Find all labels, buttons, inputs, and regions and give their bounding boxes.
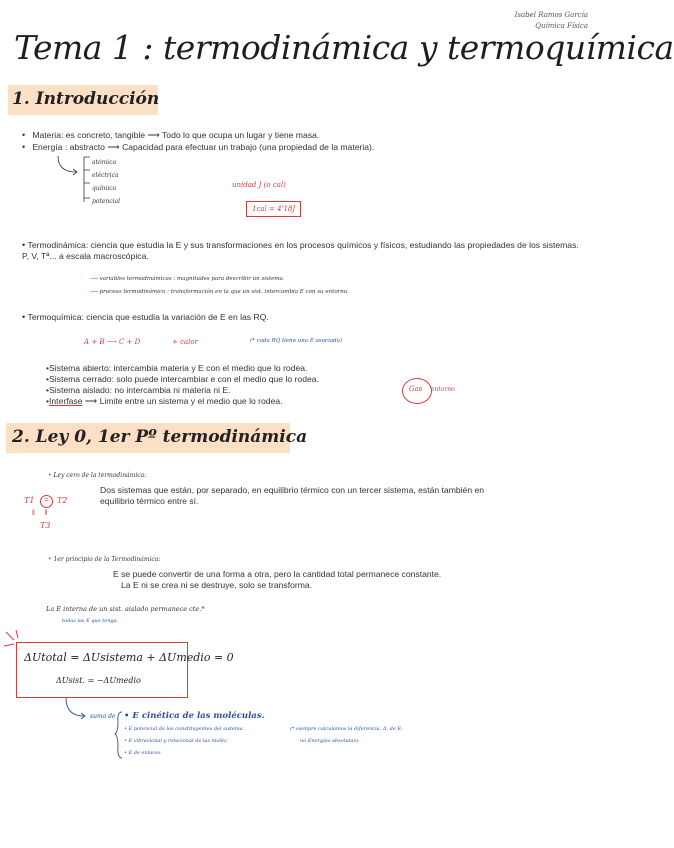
todas-note: todas las E que tenga. [62,618,119,624]
materia-definition: Todo lo que ocupa un lugar y tiene masa. [162,130,320,140]
sistemas-list [46,363,319,407]
energy-type: atómica [92,159,117,166]
arrow-icon: ⟶ [84,396,98,406]
energia-label: Energía : abstracto [32,142,105,152]
list-item: • E cinética de las moléculas. [124,711,265,721]
termodinamica-text: Termodinámica: ciencia que estudia la E y sus transformaciones en los procesos químicos y físicos, estudiando las propiedades de los sistemas. P, V, Tª... a escala macroscópica. [22,240,579,261]
energy-type: potencial [92,198,121,205]
einterna-note: La E interna de un sist. aislado permanece cte.* [46,605,205,613]
equation-total: ΔUtotal = ΔUsistema + ΔUmedio = 0 [24,651,234,664]
interfase-word: Interfase [49,396,83,406]
energy-types [92,156,120,208]
author-subject: Química Física [535,22,588,30]
suma-de-label: suma de [90,713,116,720]
variables-text: variables termodinámicas : magnitudes para describir un sistema. [99,276,285,282]
section2-title: 2. Ley 0, 1er Pº termodinámica [12,427,308,447]
equals-mark-icon: ‖ ‖ [32,510,48,517]
energy-type: eléctrica [92,172,119,179]
arrow-icon: ⟶ [90,289,98,295]
arrow-icon: ⟶ [147,130,160,140]
bracket-arrow-icon [54,154,94,206]
t1-label: T1 [24,496,35,505]
gas-label: Gas [409,385,423,393]
primer-label: • 1er principio de la Termodinámica: [48,556,161,563]
reaction-note: (* cada RQ tiene una E asociada) [250,338,343,344]
main-title: Tema 1 : termodinámica y termoquímica [14,28,674,67]
ley0-label: • Ley cero de la termodinámica: [48,472,147,479]
termodinamica-def: • Termodinámica: ciencia que estudia la E y sus transformaciones en los procesos químicos y físicos, estudiando las propiedades de los sistemas. P, V, Tª... a escala macroscópica. [22,240,579,261]
list-item: •Sistema abierto: intercambia materia y E con el medio que lo rodea. [46,363,308,373]
primer-text-1: E se puede convertir de una forma a otra, pero la cantidad total permanece constante. [113,569,442,579]
materia-label: Materia: es concreto, tangible [32,130,146,140]
energia-definition: Capacidad para efectuar un trabajo (una propiedad de la materia). [122,142,375,152]
brace-icon [114,710,124,762]
arrow-icon: ⟶ [107,142,120,152]
equation-sist: ΔUsist. = −ΔUmedio [56,676,141,685]
ley0-text: Dos sistemas que están, por separado, en equilibrio térmico con un tercer sistema, están también en equilibrio térmico entre sí. [100,485,485,506]
energy-type: química [92,185,117,192]
section1-title: 1. Introducción [12,89,160,109]
list-item: •Interfase ⟶ Limite entre un sistema y el medio que lo rodea. [46,396,283,406]
unit-note: unidad J (o cal) [232,181,286,189]
termoquimica-text: Termoquímica: ciencia que estudia la variación de E en las RQ. [27,312,269,322]
list-item: • E vibracional y rotacional de las moléc. [124,738,229,744]
primer-text-2: La E ni se crea ni se destruye, solo se transforma. [121,580,313,590]
calor-note: + calor [172,338,198,346]
t2-label: T2 [57,496,68,505]
equal-circle-icon: = [40,495,53,508]
note-line-2: no Energías absolutas). [300,738,360,744]
entorno-label: entorno [431,386,455,393]
proceso-text: proceso termodinámico : transformación en la que un sist. intercambia E con su entorno. [99,289,349,295]
termoquimica-def: • Termoquímica: ciencia que estudia la variación de E en las RQ. [22,312,269,322]
materia-line: • Materia: es concreto, tangible ⟶ Todo lo que ocupa un lugar y tiene masa. [22,130,320,140]
arrow-icon: ⟶ [90,276,98,282]
energia-line: • Energía : abstracto ⟶ Capacidad para efectuar un trabajo (una propiedad de la materia). [22,142,375,152]
note-line-1: (* siempre calculamos la diferencia, Δ, de E; [290,726,403,732]
list-item: • E de enlaces. [124,750,163,756]
author-name: Isabel Ramos García [514,11,588,19]
cal-box: 1cal = 4'18J [246,201,301,217]
list-item: • E potencial de los constituyentes del sistema. [124,726,245,732]
proceso-note [90,289,349,295]
list-item: •Sistema aislado: no intercambia ni materia ni E. [46,385,231,395]
primer-label-text: 1er principio de la Termodinámica: [53,556,161,563]
variables-note [90,276,285,282]
t3-label: T3 [40,521,51,530]
curved-arrow-icon [60,696,90,724]
interfase-definition: Limite entre un sistema y el medio que lo rodea. [99,396,283,406]
ley0-label-text: Ley cero de la termodinámica: [53,472,147,479]
reaction: A + B ⟶ C + D [84,338,141,346]
list-item: •Sistema cerrado: solo puede intercambiar e con el medio que lo rodea. [46,374,319,384]
